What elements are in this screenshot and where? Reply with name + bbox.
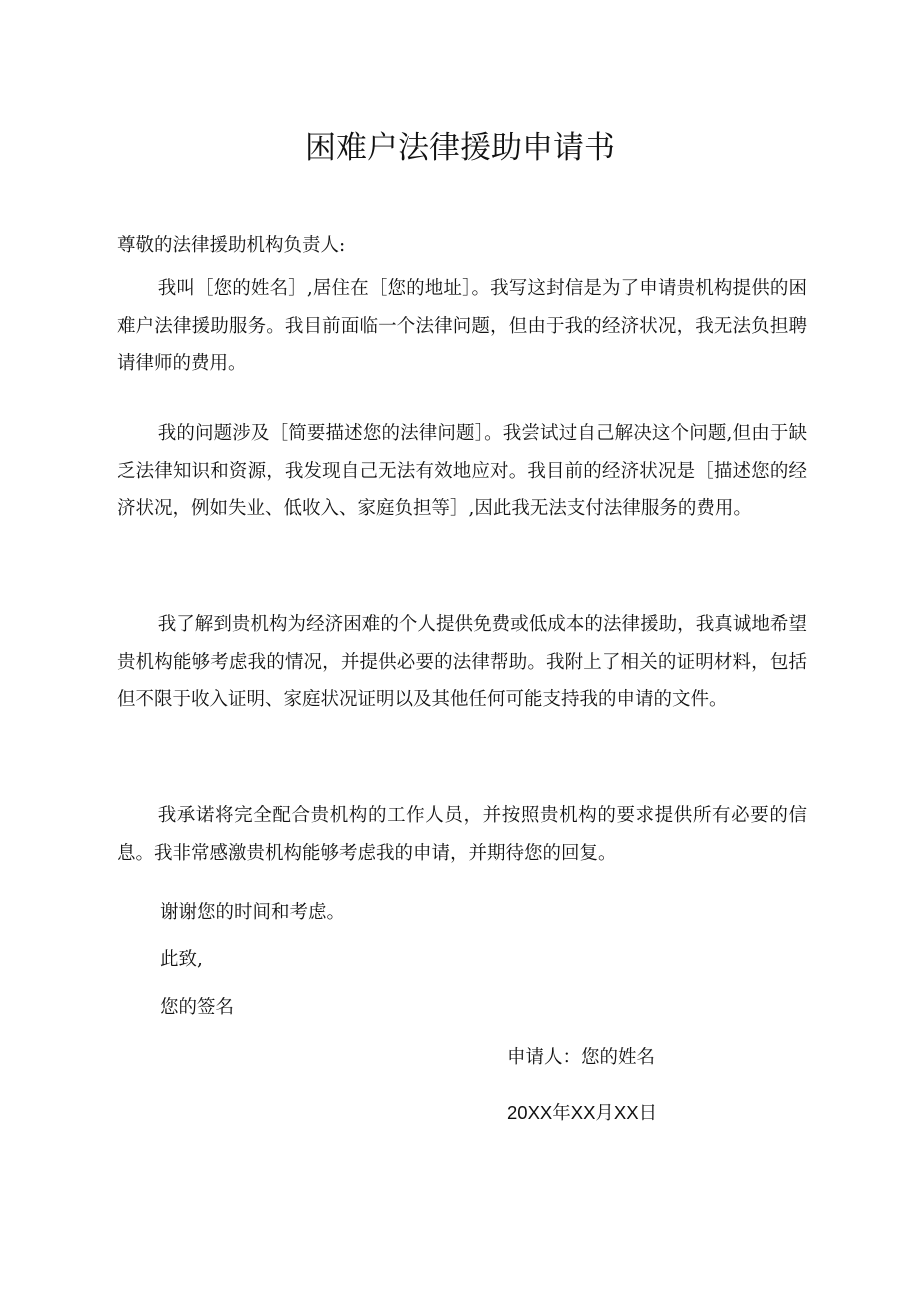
letter-date: 20XX年XX月XX日 [507,1102,658,1123]
paragraph-intro: 我叫［您的姓名］,居住在［您的地址］。我写这封信是为了申请贵机构提供的困难户法律援助服务。我目前面临一个法律问题，但由于我的经济状况，我无法负担聘请律师的费用。 [117,278,807,374]
applicant-name: 申请人：您的姓名 [507,1047,656,1068]
paragraph-commitment: 我承诺将完全配合贵机构的工作人员，并按照贵机构的要求提供所有必要的信息。我非常感激贵机构能够考虑我的申请，并期待您的回复。 [117,805,807,864]
salutation: 尊敬的法律援助机构负责人: [117,235,346,256]
closing-thanks: 谢谢您的时间和考虑。 [160,902,346,923]
signature-line: 您的签名 [160,997,235,1018]
paragraph-problem: 我的问题涉及［简要描述您的法律问题］。我尝试过自己解决这个问题,但由于缺乏法律知识和资源，我发现自己无法有效地应对。我目前的经济状况是［描述您的经济状况，例如失业、低收入、家庭负担等］,因此我无法支付法律服务的费用。 [117,423,807,519]
paragraph-request: 我了解到贵机构为经济困难的个人提供免费或低成本的法律援助，我真诚地希望贵机构能够考虑我的情况，并提供必要的法律帮助。我附上了相关的证明材料，包括但不限于收入证明、家庭状况证明以及其他任何可能支持我的申请的文件。 [117,614,807,710]
closing-regards: 此致, [160,949,203,970]
document-title: 困难户法律援助申请书 [305,130,615,166]
